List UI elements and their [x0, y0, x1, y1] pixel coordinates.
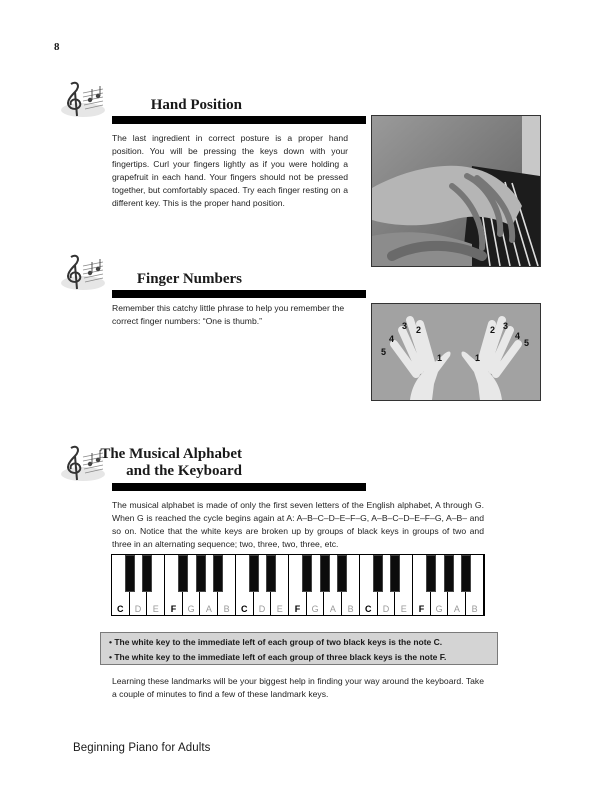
finger-label: 2	[490, 325, 496, 335]
key-label: F	[418, 604, 425, 614]
black-key	[337, 555, 347, 592]
finger-label: 2	[416, 325, 422, 335]
footer-title: Beginning Piano for Adults	[73, 742, 211, 754]
closing-text: Learning these landmarks will be your biggest help in finding your way around the keyboard. Take a couple of minutes to find a few of these landmark keys.	[112, 676, 484, 699]
finger-numbers-photo	[371, 303, 541, 401]
section-rule	[112, 116, 366, 124]
finger-label: 5	[524, 338, 530, 348]
finger-label: 3	[402, 321, 408, 331]
page-number: 8	[54, 41, 60, 53]
section-title-line: The Musical Alphabet	[100, 446, 242, 462]
key-label: E	[400, 604, 407, 614]
finger-label: 5	[381, 347, 387, 357]
finger-label: 3	[503, 321, 509, 331]
black-key	[125, 555, 135, 592]
landmark-callout	[100, 632, 498, 665]
section-rule	[112, 290, 366, 298]
finger-label: 1	[475, 353, 481, 363]
finger-label: 4	[389, 334, 395, 344]
key-label: B	[347, 604, 354, 614]
key-label: F	[294, 604, 301, 614]
finger-label: 4	[515, 331, 521, 341]
black-key	[461, 555, 471, 592]
key-label: G	[187, 604, 195, 614]
key-label: D	[134, 604, 142, 614]
key-label: E	[276, 604, 283, 614]
key-label: D	[382, 604, 390, 614]
key-label: A	[205, 604, 212, 614]
black-key	[444, 555, 454, 592]
section-title-line: and the Keyboard	[126, 463, 242, 479]
black-key	[142, 555, 152, 592]
key-label: G	[435, 604, 443, 614]
black-key	[266, 555, 276, 592]
hand-position-text: The last ingredient in correct posture is a proper hand position. You will be pressing the keys down with your fingertips. Curl your fingers lightly as if you were holding a grapefruit in each hand. Your fingers should not be pressed together, but comfortably spaced. Try each finger resting on a different key. This is the proper hand position.	[112, 133, 348, 208]
section-title-musical-alphabet	[90, 446, 242, 480]
key-label: A	[329, 604, 336, 614]
key-label: G	[311, 604, 319, 614]
key-label: C	[365, 604, 372, 614]
finger-numbers-text: Remember this catchy little phrase to help you remember the correct finger numbers: “One is thumb.”	[112, 303, 345, 326]
section-rule	[112, 483, 366, 491]
black-key	[373, 555, 383, 592]
black-key	[426, 555, 436, 592]
key-label: B	[471, 604, 478, 614]
callout-item: • The white key to the immediate left of each group of three black keys is the note F.	[109, 652, 447, 662]
key-label: A	[453, 604, 460, 614]
black-key	[320, 555, 330, 592]
key-label: C	[117, 604, 124, 614]
black-key	[390, 555, 400, 592]
section-title-hand-position: Hand Position	[150, 97, 242, 113]
black-key	[196, 555, 206, 592]
black-key	[302, 555, 312, 592]
finger-label: 1	[437, 353, 443, 363]
key-label: C	[241, 604, 248, 614]
callout-item: • The white key to the immediate left of each group of two black keys is the note C.	[109, 637, 443, 647]
keyboard-diagram	[111, 554, 485, 616]
key-label: B	[223, 604, 230, 614]
key-label: F	[170, 604, 177, 614]
musical-alphabet-text: The musical alphabet is made of only the first seven letters of the English alphabet, A through G. When G is reached the cycle begins again at A: A–B–C–D–E–F–G, A–B–C–D–E–F–G, A–B– and so on. Notice that the white keys are broken up by groups of black keys in groups of two and three in an alternating sequence; two, three, two, three, etc.	[112, 500, 484, 549]
key-label: D	[258, 604, 266, 614]
black-key	[249, 555, 259, 592]
black-key	[213, 555, 223, 592]
black-key	[178, 555, 188, 592]
key-label: E	[152, 604, 159, 614]
section-title-finger-numbers: Finger Numbers	[136, 271, 242, 287]
hand-position-photo	[371, 115, 541, 267]
